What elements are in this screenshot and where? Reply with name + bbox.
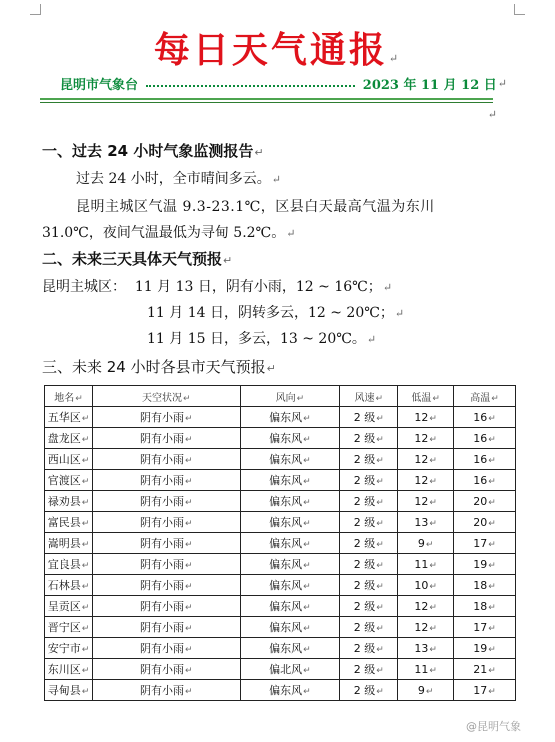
cell-mark: ↵ <box>81 477 90 487</box>
cell-mark: ↵ <box>303 414 311 424</box>
cell-mark: ↵ <box>376 624 384 634</box>
cell-mark: ↵ <box>488 686 496 697</box>
low-temp-cell: 12↵ <box>398 596 454 617</box>
wind-direction-cell: 偏东风↵ <box>240 596 340 617</box>
cell-mark: ↵ <box>81 456 90 466</box>
high-temp-cell: 18↵ <box>454 575 516 596</box>
cell-mark: ↵ <box>303 687 311 697</box>
place-cell: 晋宁区↵ <box>45 617 93 638</box>
wind-speed-cell: 2 级↵ <box>340 575 398 596</box>
cell-mark: ↵ <box>303 561 311 571</box>
high-temp-cell: 16↵ <box>454 470 516 491</box>
place-cell: 宜良县↵ <box>45 554 93 575</box>
cell-mark: ↵ <box>376 561 384 571</box>
place-cell: 富民县↵ <box>45 512 93 533</box>
high-temp-cell: 19↵ <box>454 638 516 659</box>
low-temp-cell: 13↵ <box>398 512 454 533</box>
sky-condition-cell: 阴有小雨↵ <box>92 680 240 701</box>
table-row <box>45 407 516 428</box>
cell-mark: ↵ <box>429 476 437 487</box>
wind-direction-cell: 偏东风↵ <box>240 638 340 659</box>
high-temp-cell: 16↵ <box>454 449 516 470</box>
column-header-sky-condition: 天空状况↵ <box>92 386 240 407</box>
cell-mark: ↵ <box>488 518 496 529</box>
cell-mark: ↵ <box>185 561 193 571</box>
column-header-low-temp: 低温↵ <box>398 386 454 407</box>
table-row <box>45 533 516 554</box>
cell-mark: ↵ <box>429 497 437 508</box>
cell-mark: ↵ <box>425 686 434 697</box>
cell-mark: ↵ <box>81 519 90 529</box>
cell-mark: ↵ <box>303 666 311 676</box>
column-header-wind-speed: 风速↵ <box>340 386 398 407</box>
wind-direction-cell: 偏东风↵ <box>240 575 340 596</box>
document-title: 每日天气通报↵ <box>153 29 402 71</box>
weibo-watermark: @昆明气象 <box>466 720 521 733</box>
paragraph-mark: ↵ <box>286 227 296 240</box>
table-body <box>45 407 516 701</box>
high-temp-cell: 20↵ <box>454 512 516 533</box>
place-cell: 安宁市↵ <box>45 638 93 659</box>
low-temp-cell: 12↵ <box>398 470 454 491</box>
wind-speed-cell: 2 级↵ <box>340 470 398 491</box>
cell-mark: ↵ <box>185 624 193 634</box>
cell-mark: ↵ <box>488 413 496 424</box>
place-cell: 西山区↵ <box>45 449 93 470</box>
cell-mark: ↵ <box>185 519 193 529</box>
cell-mark: ↵ <box>429 560 437 571</box>
paragraph-mark: ↵ <box>366 333 377 346</box>
wind-direction-cell: 偏东风↵ <box>240 449 340 470</box>
low-temp-cell: 12↵ <box>398 617 454 638</box>
low-temp-cell: 13↵ <box>398 638 454 659</box>
issuer-name: 昆明市气象台 <box>60 78 139 93</box>
table-row <box>45 428 516 449</box>
cell-mark: ↵ <box>429 644 437 655</box>
paragraph-mark: ↵ <box>266 362 276 375</box>
cell-mark: ↵ <box>81 582 90 592</box>
wind-speed-cell: 2 级↵ <box>340 407 398 428</box>
wind-direction-cell: 偏东风↵ <box>240 491 340 512</box>
paragraph-mark: ↵ <box>487 108 497 121</box>
wind-direction-cell: 偏东风↵ <box>240 680 340 701</box>
cell-mark: ↵ <box>376 435 384 445</box>
cell-mark: ↵ <box>429 518 437 529</box>
cell-mark: ↵ <box>376 498 384 508</box>
table-row <box>45 449 516 470</box>
high-temp-cell: 19↵ <box>454 554 516 575</box>
table-header-row <box>45 386 516 407</box>
wind-speed-cell: 2 级↵ <box>340 512 398 533</box>
sky-condition-cell: 阴有小雨↵ <box>92 470 240 491</box>
place-cell: 官渡区↵ <box>45 470 93 491</box>
forecast-day-2: 11 月 14 日，阴转多云，12 ~ 20℃；↵ <box>147 305 405 321</box>
cell-mark: ↵ <box>429 413 437 424</box>
place-cell: 呈贡区↵ <box>45 596 93 617</box>
wind-speed-cell: 2 级↵ <box>340 533 398 554</box>
cell-mark: ↵ <box>81 603 90 613</box>
wind-speed-cell: 2 级↵ <box>340 659 398 680</box>
cell-mark: ↵ <box>376 645 384 655</box>
paragraph-mark: ↵ <box>254 146 264 159</box>
cell-mark: ↵ <box>303 540 311 550</box>
cell-mark: ↵ <box>303 477 311 487</box>
cell-mark: ↵ <box>185 477 193 487</box>
table-row <box>45 491 516 512</box>
sky-condition-cell: 阴有小雨↵ <box>92 407 240 428</box>
low-temp-cell: 9↵ <box>398 680 454 701</box>
cell-mark: ↵ <box>81 624 90 634</box>
cell-mark: ↵ <box>488 644 496 655</box>
section-heading-county-forecast: 三、未来 24 小时各县市天气预报↵ <box>42 358 276 376</box>
issue-date: 2023 年 11 月 12 日 <box>362 78 497 93</box>
monitoring-temperature-line-cont: 31.0℃，夜间气温最低为寻甸 5.2℃。↵ <box>42 225 296 241</box>
paragraph-mark: ↵ <box>497 77 507 90</box>
cell-mark: ↵ <box>488 665 496 676</box>
sky-condition-cell: 阴有小雨↵ <box>92 596 240 617</box>
table-row <box>45 470 516 491</box>
cell-mark: ↵ <box>81 498 90 508</box>
high-temp-cell: 17↵ <box>454 680 516 701</box>
cell-mark: ↵ <box>491 393 499 404</box>
column-header-wind-direction: 风向↵ <box>240 386 340 407</box>
wind-direction-cell: 偏东风↵ <box>240 554 340 575</box>
sky-condition-cell: 阴有小雨↵ <box>92 638 240 659</box>
column-header-high-temp: 高温↵ <box>454 386 516 407</box>
paragraph-mark: ↵ <box>271 173 281 186</box>
place-cell: 东川区↵ <box>45 659 93 680</box>
page-corner-mark-right <box>514 4 525 15</box>
cell-mark: ↵ <box>185 582 193 592</box>
paragraph-mark: ↵ <box>394 307 405 320</box>
cell-mark: ↵ <box>81 435 90 445</box>
wind-direction-cell: 偏东风↵ <box>240 428 340 449</box>
wind-speed-cell: 2 级↵ <box>340 491 398 512</box>
high-temp-cell: 17↵ <box>454 533 516 554</box>
low-temp-cell: 12↵ <box>398 449 454 470</box>
table-row <box>45 575 516 596</box>
cell-mark: ↵ <box>303 624 311 634</box>
sky-condition-cell: 阴有小雨↵ <box>92 512 240 533</box>
cell-mark: ↵ <box>75 393 83 404</box>
cell-mark: ↵ <box>185 540 193 550</box>
cell-mark: ↵ <box>303 498 311 508</box>
paragraph-mark: ↵ <box>388 52 402 65</box>
wind-direction-cell: 偏东风↵ <box>240 617 340 638</box>
section-heading-forecast: 二、未来三天具体天气预报↵ <box>42 250 233 268</box>
high-temp-cell: 16↵ <box>454 407 516 428</box>
cell-mark: ↵ <box>185 435 193 445</box>
high-temp-cell: 17↵ <box>454 617 516 638</box>
sky-condition-cell: 阴有小雨↵ <box>92 659 240 680</box>
wind-speed-cell: 2 级↵ <box>340 596 398 617</box>
table-row <box>45 638 516 659</box>
high-temp-cell: 20↵ <box>454 491 516 512</box>
paragraph-mark: ↵ <box>223 254 233 267</box>
sky-condition-cell: 阴有小雨↵ <box>92 428 240 449</box>
forecast-day-1: 昆明主城区： 11 月 13 日，阴有小雨，12 ~ 16℃；↵ <box>42 279 393 295</box>
low-temp-cell: 12↵ <box>398 407 454 428</box>
cell-mark: ↵ <box>303 603 311 613</box>
sky-condition-cell: 阴有小雨↵ <box>92 554 240 575</box>
cell-mark: ↵ <box>185 645 193 655</box>
wind-speed-cell: 2 级↵ <box>340 680 398 701</box>
low-temp-cell: 11↵ <box>398 659 454 680</box>
cell-mark: ↵ <box>303 519 311 529</box>
cell-mark: ↵ <box>376 603 384 613</box>
cell-mark: ↵ <box>432 393 440 404</box>
wind-direction-cell: 偏东风↵ <box>240 470 340 491</box>
cell-mark: ↵ <box>185 456 193 466</box>
cell-mark: ↵ <box>425 539 434 550</box>
sky-condition-cell: 阴有小雨↵ <box>92 533 240 554</box>
place-cell: 五华区↵ <box>45 407 93 428</box>
cell-mark: ↵ <box>376 687 384 697</box>
wind-speed-cell: 2 级↵ <box>340 554 398 575</box>
dotted-leader <box>146 85 355 87</box>
cell-mark: ↵ <box>488 602 496 613</box>
low-temp-cell: 12↵ <box>398 428 454 449</box>
county-forecast-table <box>44 385 516 701</box>
cell-mark: ↵ <box>185 603 193 613</box>
column-header-place: 地名↵ <box>45 386 93 407</box>
place-cell: 石林县↵ <box>45 575 93 596</box>
section-heading-monitoring: 一、过去 24 小时气象监测报告↵ <box>42 142 264 160</box>
place-cell: 寻甸县↵ <box>45 680 93 701</box>
place-cell: 禄劝县↵ <box>45 491 93 512</box>
wind-direction-cell: 偏北风↵ <box>240 659 340 680</box>
cell-mark: ↵ <box>376 540 384 550</box>
wind-speed-cell: 2 级↵ <box>340 428 398 449</box>
wind-direction-cell: 偏东风↵ <box>240 512 340 533</box>
cell-mark: ↵ <box>303 456 311 466</box>
cell-mark: ↵ <box>429 623 437 634</box>
low-temp-cell: 9↵ <box>398 533 454 554</box>
cell-mark: ↵ <box>376 477 384 487</box>
cell-mark: ↵ <box>429 665 437 676</box>
wind-direction-cell: 偏东风↵ <box>240 533 340 554</box>
wind-direction-cell: 偏东风↵ <box>240 407 340 428</box>
cell-mark: ↵ <box>376 582 384 592</box>
cell-mark: ↵ <box>376 456 384 466</box>
table-row <box>45 512 516 533</box>
wind-speed-cell: 2 级↵ <box>340 638 398 659</box>
cell-mark: ↵ <box>375 393 384 404</box>
cell-mark: ↵ <box>183 393 191 404</box>
cell-mark: ↵ <box>429 581 437 592</box>
high-temp-cell: 16↵ <box>454 428 516 449</box>
page-corner-mark-left <box>30 4 41 15</box>
cell-mark: ↵ <box>488 560 496 571</box>
wind-speed-cell: 2 级↵ <box>340 617 398 638</box>
cell-mark: ↵ <box>81 561 90 571</box>
sky-condition-cell: 阴有小雨↵ <box>92 617 240 638</box>
cell-mark: ↵ <box>303 582 311 592</box>
table-row <box>45 596 516 617</box>
table-row <box>45 680 516 701</box>
cell-mark: ↵ <box>296 393 305 404</box>
low-temp-cell: 12↵ <box>398 491 454 512</box>
cell-mark: ↵ <box>488 539 496 550</box>
document-header <box>60 74 507 93</box>
cell-mark: ↵ <box>429 455 437 466</box>
low-temp-cell: 10↵ <box>398 575 454 596</box>
cell-mark: ↵ <box>303 435 311 445</box>
cell-mark: ↵ <box>81 687 90 697</box>
cell-mark: ↵ <box>81 666 90 676</box>
cell-mark: ↵ <box>488 497 496 508</box>
monitoring-temperature-line: 昆明主城区气温 9.3-23.1℃，区县白天最高气温为东川 <box>76 199 435 215</box>
table-row <box>45 659 516 680</box>
cell-mark: ↵ <box>429 602 437 613</box>
header-rule-thick <box>40 98 493 100</box>
cell-mark: ↵ <box>185 414 193 424</box>
cell-mark: ↵ <box>488 434 496 445</box>
cell-mark: ↵ <box>185 687 193 697</box>
header-rule-thin <box>40 102 493 103</box>
cell-mark: ↵ <box>376 519 384 529</box>
cell-mark: ↵ <box>429 434 437 445</box>
table-row <box>45 554 516 575</box>
high-temp-cell: 21↵ <box>454 659 516 680</box>
table-row <box>45 617 516 638</box>
low-temp-cell: 11↵ <box>398 554 454 575</box>
place-cell: 盘龙区↵ <box>45 428 93 449</box>
cell-mark: ↵ <box>488 455 496 466</box>
cell-mark: ↵ <box>488 581 496 592</box>
cell-mark: ↵ <box>376 666 384 676</box>
cell-mark: ↵ <box>81 414 90 424</box>
cell-mark: ↵ <box>185 666 193 676</box>
cell-mark: ↵ <box>488 623 496 634</box>
cell-mark: ↵ <box>81 645 90 655</box>
high-temp-cell: 18↵ <box>454 596 516 617</box>
forecast-day-3: 11 月 15 日，多云，13 ~ 20℃。↵ <box>147 331 377 347</box>
sky-condition-cell: 阴有小雨↵ <box>92 575 240 596</box>
cell-mark: ↵ <box>185 498 193 508</box>
paragraph-mark: ↵ <box>382 281 393 294</box>
cell-mark: ↵ <box>488 476 496 487</box>
sky-condition-cell: 阴有小雨↵ <box>92 449 240 470</box>
cell-mark: ↵ <box>376 414 384 424</box>
sky-condition-cell: 阴有小雨↵ <box>92 491 240 512</box>
cell-mark: ↵ <box>81 540 90 550</box>
place-cell: 嵩明县↵ <box>45 533 93 554</box>
cell-mark: ↵ <box>303 645 311 655</box>
monitoring-summary: 过去 24 小时，全市晴间多云。↵ <box>76 171 281 187</box>
wind-speed-cell: 2 级↵ <box>340 449 398 470</box>
